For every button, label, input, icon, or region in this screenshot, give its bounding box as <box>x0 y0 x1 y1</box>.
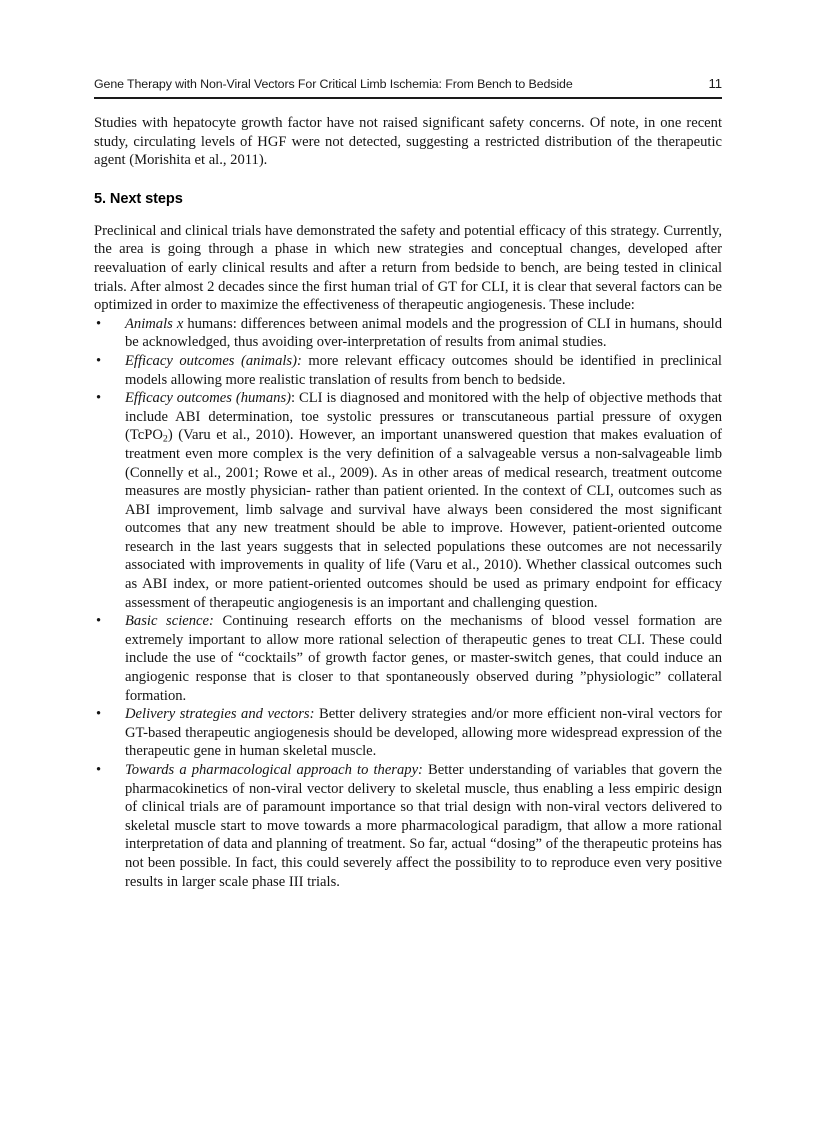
list-item-text-after-subscript: ) (Varu et al., 2010). However, an important unanswered question that makes evaluation of treatment even more complex is the very definition of a salvageable versus a non-salvageable limb (Connelly et al., 2001; Rowe et al., 2009). As in other areas of medical research, treatment outcome measures are mostly physician- rather than patient oriented. In the context of CLI, outcomes such as ABI improvement, limb salvage and survival have always been considered the most significant outcomes that any new treatment should be able to improve. However, patient-oriented outcome research in the last years suggests that in selected populations these outcomes are not necessarily associated with improvements in quality of life (Varu et al., 2010). Whether classical outcomes such as ABI index, or more patient-oriented outcomes should be used as primary endpoint for efficacy assessment of therapeutic angiogenesis is an important and challenging question. <box>125 427 722 611</box>
list-item-lead-in: Efficacy outcomes (animals): <box>125 352 302 369</box>
list-item <box>94 389 722 612</box>
list-item-text: Continuing research efforts on the mechanisms of blood vessel formation are extremely important to allow more rational selection of therapeutic genes to treat CLI. These could include the use of “cocktails” of growth factor genes, or master-switch genes, that could induce an angiogenic response that is closer to that spontaneously observed during ”physiologic” collateral formation. <box>125 613 723 704</box>
subscript-two: 2 <box>162 433 168 445</box>
list-item <box>94 352 722 389</box>
page-header <box>94 76 722 91</box>
next-steps-list <box>94 315 722 891</box>
spacer <box>94 170 722 190</box>
list-item-text: more relevant efficacy outcomes should be identified in preclinical models allowing more realistic translation of results from bench to bedside. <box>125 352 722 388</box>
list-item <box>94 315 722 352</box>
section-heading: 5. Next steps <box>94 190 183 207</box>
list-item-text: humans: differences between animal models and the progression of CLI in humans, should be acknowledged, thus avoiding over-interpretation of results from animal studies. <box>125 315 722 351</box>
list-item-text-before-subscript: : CLI is diagnosed and monitored with the help of objective methods that include ABI determination, toe systolic pressures or transcutaneous partial pressure of oxygen (TcPO <box>125 390 722 444</box>
section-paragraph: Preclinical and clinical trials have demonstrated the safety and potential efficacy of this strategy. Currently, the area is going through a phase in which new strategies and conceptual changes, developed after reevaluation of early clinical results and after a return from bedside to bench, are being tested in clinical trials. After almost 2 decades since the first human trial of GT for CLI, it is clear that several factors can be optimized in order to maximize the effectiveness of therapeutic angiogenesis. These include: <box>94 222 722 314</box>
list-item-text: Better understanding of variables that govern the pharmacokinetics of non-viral vector delivery to skeletal muscle, thus enabling a less empiric design of clinical trials are of paramount importance so that trial design with non-viral vectors delivered to skeletal muscle start to move towards a more pharmacological paradigm, that allow a more rational interpretation of data and planning of treatment. So far, actual “dosing” of the therapeutic proteins has not been possible. In fact, this could severely affect the possibility to to reproduce even very positive results in larger scale phase III trials. <box>125 762 722 890</box>
bullet-icon: • <box>96 315 102 332</box>
list-item-lead-in: Towards a pharmacological approach to therapy: <box>125 762 423 778</box>
bullet-icon: • <box>96 352 102 369</box>
header-title: Gene Therapy with Non-Viral Vectors For Critical Limb Ischemia: From Bench to Bedside <box>94 77 573 91</box>
bullet-icon: • <box>96 390 102 407</box>
page-content <box>94 114 722 891</box>
header-rule <box>94 97 722 99</box>
bullet-icon: • <box>96 762 102 778</box>
list-item-lead-in: Animals x <box>125 315 184 332</box>
bullet-icon: • <box>96 613 102 630</box>
list-item <box>94 612 722 705</box>
list-item <box>94 761 722 891</box>
intro-paragraph: Studies with hepatocyte growth factor have not raised significant safety concerns. Of note, in one recent study, circulating levels of HGF were not detected, suggesting a restricted distribution of the therapeutic agent (Morishita et al., 2011). <box>94 115 722 169</box>
list-item-lead-in: Delivery strategies and vectors: <box>125 706 315 723</box>
bullet-icon: • <box>96 706 102 723</box>
spacer <box>94 208 722 222</box>
list-item-lead-in: Basic science: <box>125 613 214 630</box>
list-item <box>94 705 722 761</box>
page-number: 11 <box>708 76 722 91</box>
list-item-lead-in: Efficacy outcomes (humans) <box>125 390 291 407</box>
list-item-text: Better delivery strategies and/or more efficient non-viral vectors for GT-based therapeutic angiogenesis should be developed, allowing more widespread expression of the therapeutic gene in human skeletal muscle. <box>125 706 722 760</box>
